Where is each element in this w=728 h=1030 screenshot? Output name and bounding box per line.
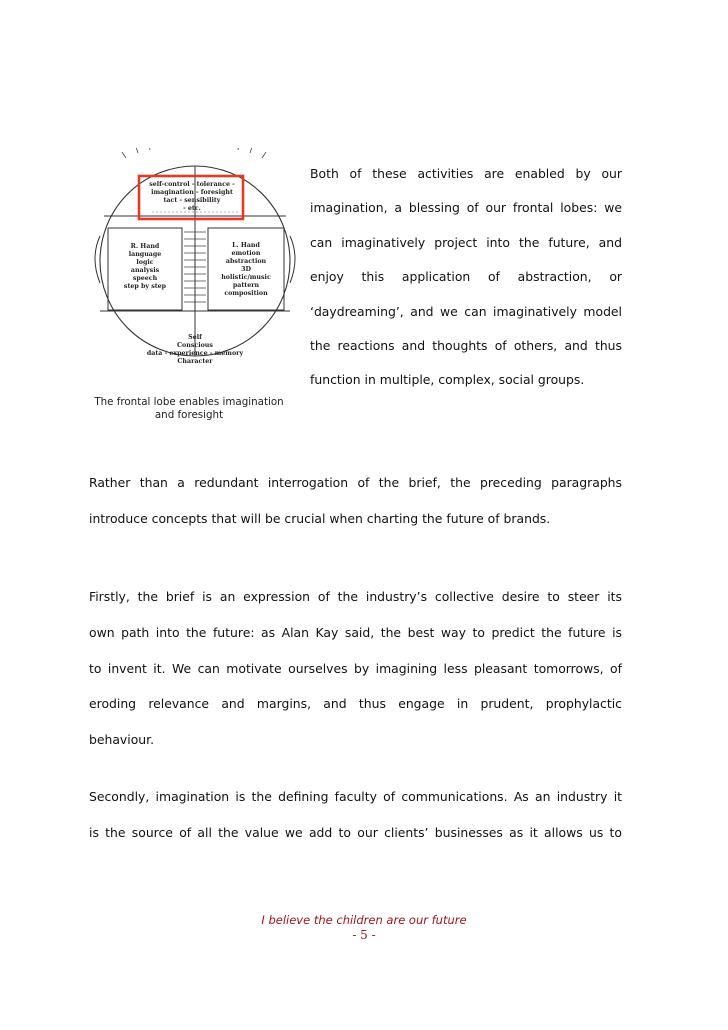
- right-hand-line: logic: [136, 259, 154, 266]
- text-line: Rather than a redundant interrogation of the brief, the preceding paragraphs: [89, 475, 622, 490]
- left-hand-line: abstraction: [225, 258, 267, 265]
- bottom-line: Self: [188, 334, 202, 341]
- top-box-line: tact - sensibility: [163, 197, 221, 204]
- bottom-line: Conscious: [177, 342, 213, 349]
- bottom-label: [140, 334, 250, 366]
- right-hand-line: analysis: [130, 267, 160, 274]
- page-number: - 5 -: [352, 928, 376, 942]
- right-hand-line: R. Hand: [130, 243, 160, 250]
- text-line: eroding relevance and margins, and thus engage in prudent, prophylactic: [89, 696, 622, 712]
- text-line: Firstly, the brief is an expression of the industry’s collective desire to steer its: [89, 589, 622, 604]
- brain-diagram: [88, 148, 302, 398]
- footer-title: I believe the children are our future: [261, 913, 467, 927]
- text-line: is the source of all the value we add to our clients’ businesses as it allows us to: [89, 824, 622, 840]
- text-line: introduce concepts that will be crucial when charting the future of brands.: [89, 510, 551, 526]
- right-hand-line: speech: [132, 275, 158, 282]
- left-hand-line: composition: [224, 290, 268, 297]
- text-line: can imaginatively project into the future, and: [310, 234, 622, 250]
- text-line: ‘daydreaming’, and we can imaginatively model: [310, 303, 622, 319]
- left-hand-line: L. Hand: [232, 242, 260, 249]
- text-line: the reactions and thoughts of others, and thus: [310, 337, 622, 353]
- bottom-line: data - experience - memory: [146, 350, 244, 357]
- left-hand-line: holistic/music: [221, 274, 271, 281]
- top-box-label: [143, 181, 241, 213]
- text-line: Secondly, imagination is the defining faculty of communications. As an industry it: [89, 789, 622, 804]
- text-line: to invent it. We can motivate ourselves by imagining less pleasant tomorrows, of: [89, 660, 622, 676]
- text-line: function in multiple, complex, social groups.: [310, 372, 585, 388]
- text-line: Both of these activities are enabled by our: [310, 166, 622, 181]
- left-hand-line: 3D: [241, 266, 251, 273]
- right-hand-line: language: [128, 251, 162, 258]
- left-hand-label: [210, 242, 282, 298]
- paragraph-secondly: [89, 784, 622, 856]
- left-hand-line: pattern: [232, 282, 260, 289]
- top-box-line: - etc.: [183, 205, 201, 212]
- text-line: imagination, a blessing of our frontal lobes: we: [310, 200, 622, 216]
- bottom-line: Character: [177, 358, 213, 365]
- paragraph-rather-than: [89, 470, 622, 542]
- top-box-line: imagination - foresight: [151, 189, 233, 196]
- text-line: behaviour.: [89, 732, 155, 748]
- text-line: own path into the future: as Alan Kay said, the best way to predict the future is: [89, 624, 622, 640]
- left-hand-line: emotion: [231, 250, 261, 257]
- paragraph-firstly: [89, 584, 622, 763]
- right-hand-line: step by step: [123, 283, 167, 290]
- right-hand-label: [110, 243, 180, 291]
- text-line: enjoy this application of abstraction, or: [310, 269, 622, 285]
- top-box-line: self-control - tolerance -: [149, 181, 235, 188]
- side-paragraph: [310, 161, 622, 402]
- figure-caption: The frontal lobe enables imagination and foresight: [94, 396, 284, 421]
